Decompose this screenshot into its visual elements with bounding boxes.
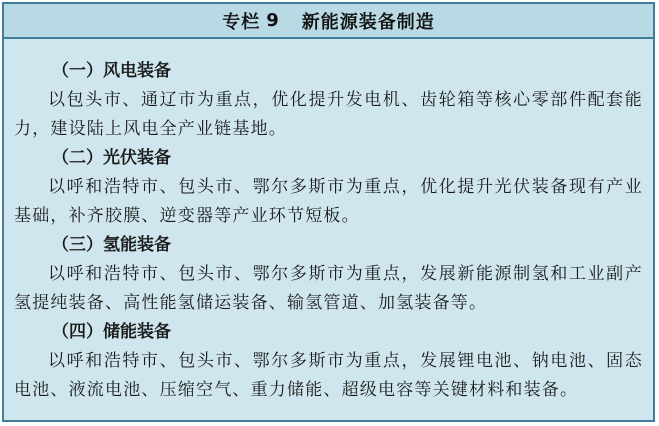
- section-storage: [14, 318, 643, 405]
- section-body: 以呼和浩特市、包头市、鄂尔多斯市为重点，发展新能源制氢和工业副产氢提纯装备、高性能氢储运装备、输氢管道、加氢装备等。: [14, 264, 643, 313]
- section-heading: （四）储能装备: [52, 322, 171, 342]
- section-solar: [14, 144, 643, 231]
- section-body: 以包头市、通辽市为重点，优化提升发电机、齿轮箱等核心零部件配套能力，建设陆上风电全产业链基地。: [14, 90, 643, 139]
- box-content: [4, 39, 653, 405]
- section-hydrogen: [14, 231, 643, 318]
- section-heading: （三）氢能装备: [52, 235, 171, 255]
- feature-box: [2, 2, 655, 422]
- section-body: 以呼和浩特市、包头市、鄂尔多斯市为重点，发展锂电池、钠电池、固态电池、液流电池、压缩空气、重力储能、超级电容等关键材料和装备。: [14, 351, 643, 400]
- section-body: 以呼和浩特市、包头市、鄂尔多斯市为重点，优化提升光伏装备现有产业基础，补齐胶膜、逆变器等产业环节短板。: [14, 177, 643, 226]
- box-title-number: 9: [266, 10, 280, 31]
- box-header: [4, 4, 653, 39]
- section-wind: [14, 57, 643, 144]
- section-heading: （二）光伏装备: [52, 148, 171, 168]
- box-title-text: 新能源装备制造: [301, 11, 435, 33]
- box-title-prefix: 专栏: [222, 11, 261, 33]
- section-heading: （一）风电装备: [52, 61, 171, 81]
